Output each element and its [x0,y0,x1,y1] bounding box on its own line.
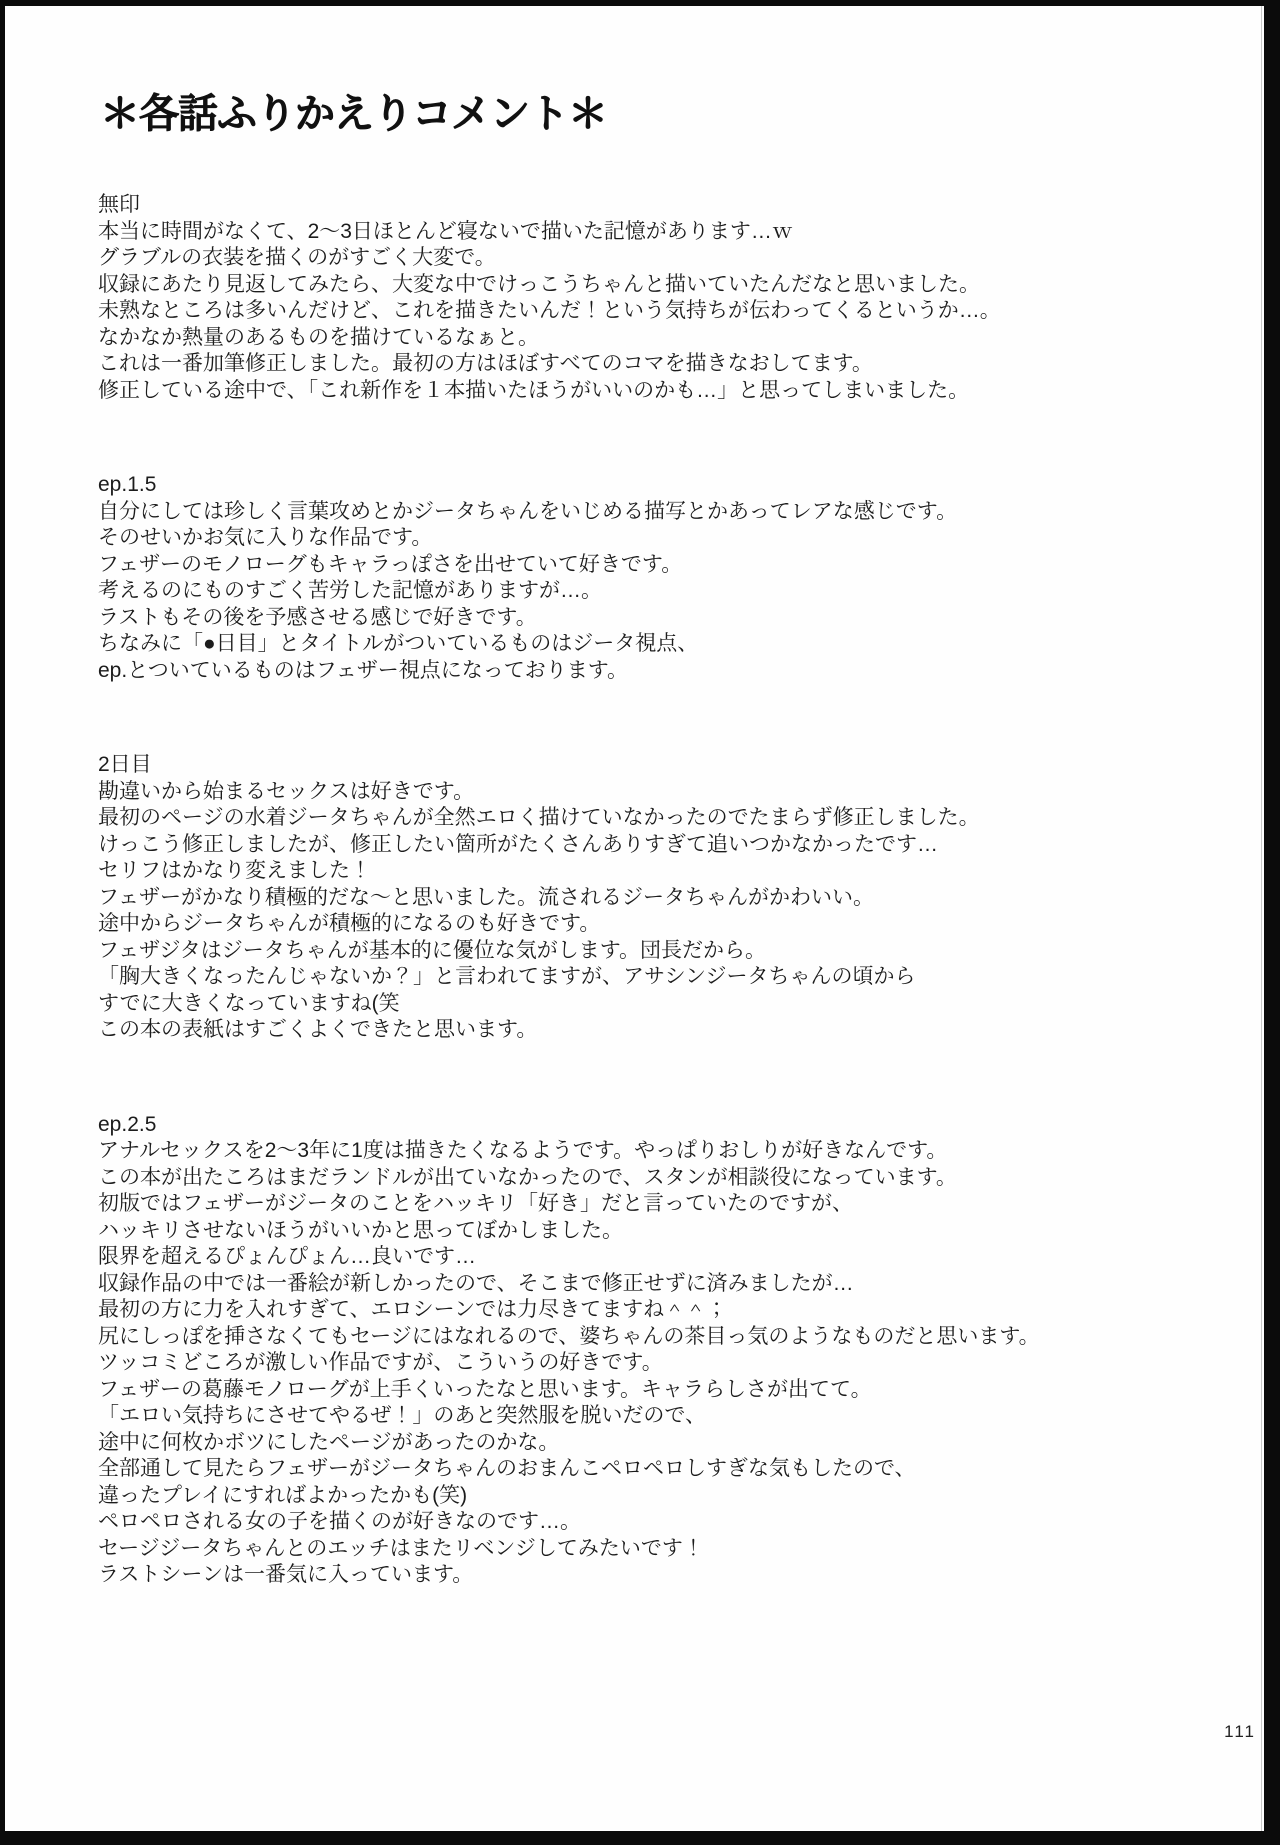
section-heading: 2日目 [98,753,152,776]
section-line: 限界を超えるぴょんぴょん…良いです… [98,1245,476,1268]
section-line: 尻にしっぽを挿さなくてもセージにはなれるので、婆ちゃんの茶目っ気のようなものだと思います。 [98,1324,1040,1348]
section-line: 本当に時間がなくて、2～3日ほとんど寝ないで描いた記憶があります…ｗ [98,219,793,243]
section-line: アナルセックスを2～3年に1度は描きたくなるようです。やっぱりおしりが好きなんです。 [98,1139,948,1162]
section-line: 最初のページの水着ジータちゃんが全然エロく描けていなかったのでたまらず修正しました。 [98,806,980,829]
section-heading: ep.1.5 [98,473,157,496]
section-line: フェザジタはジータちゃんが基本的に優位な気がします。団長だから。 [98,938,767,962]
section-line: ラストもその後を予感させる感じで好きです。 [98,605,537,629]
section-line: これは一番加筆修正しました。最初の方はほぼすべてのコマを描きなおしてます。 [98,352,873,375]
section-line: 収録にあたり見返してみたら、大変な中でけっこうちゃんと描いていたんだなと思いました。 [98,272,980,296]
section-line: ep.とついているものはフェザー視点になっております。 [98,658,629,682]
section-line: けっこう修正しましたが、修正したい箇所がたくさんありすぎて追いつかなかったです… [98,832,938,856]
section-line: 「胸大きくなったんじゃないか？」と言われてますが、アサシンジータちゃんの頃から [98,965,916,988]
section-line: セージジータちゃんとのエッチはまたリベンジしてみたいです！ [98,1536,704,1560]
comment-section [98,752,1224,1044]
section-line: すでに大きくなっていますね(笑 [98,991,400,1015]
comment-section [98,192,1224,404]
section-line: フェザーがかなり積極的だな～と思いました。流されるジータちゃんがかわいい。 [98,885,874,909]
section-line: 違ったプレイにすればよかったかも(笑) [98,1483,468,1507]
section-heading: 無印 [98,193,140,216]
section-line: この本の表紙はすごくよくできたと思います。 [98,1018,538,1041]
section-line: ちなみに「●日目」とタイトルがついているものはジータ視点、 [98,632,699,655]
section-line: グラブルの衣装を描くのがすごく大変で。 [98,246,496,269]
section-line: ツッコミどころが激しい作品ですが、こういうの好きです。 [98,1351,663,1374]
section-line: 収録作品の中では一番絵が新しかったので、そこまで修正せずに済みましたが… [98,1271,854,1295]
section-line: 修正している途中で、「これ新作を１本描いたほうがいいのかも…」と思ってしまいました。 [98,378,970,402]
section-line: 最初の方に力を入れすぎて、エロシーンでは力尽きてますね＾＾； [98,1298,728,1321]
section-line: 「エロい気持ちにさせてやるぜ！」のあと突然服を脱いだので、 [98,1404,706,1427]
section-line: ラストシーンは一番気に入っています。 [98,1563,474,1586]
section-line: 全部通して見たらフェザーがジータちゃんのおまんこペロペロしすぎな気もしたので、 [98,1457,916,1480]
section-line: 未熟なところは多いんだけど、これを描きたいんだ！という気持ちが伝わってくるというか…。 [98,299,1001,322]
section-line: 初版ではフェザーがジータのことをハッキリ「好き」だと言っていたのですが、 [98,1192,853,1215]
section-line: セリフはかなり変えました！ [98,859,371,882]
section-line: この本が出たころはまだランドルが出ていなかったので、スタンが相談役になっています。 [98,1165,957,1189]
page-title: ＊各話ふりかえりコメント＊ [100,92,607,136]
paper-surface [5,6,1264,1831]
section-line: 考えるのにものすごく苦労した記憶がありますが…。 [98,579,602,602]
section-line: ペロペロされる女の子を描くのが好きなのです…。 [98,1510,581,1533]
section-line: 途中からジータちゃんが積極的になるのも好きです。 [98,912,601,935]
section-line: フェザーのモノローグもキャラっぽさを出せていて好きです。 [98,552,683,576]
section-line: フェザーの葛藤モノローグが上手くいったなと思います。キャラらしさが出てて。 [98,1377,872,1401]
section-line: 勘違いから始まるセックスは好きです。 [98,779,475,803]
section-line: そのせいかお気に入りな作品です。 [98,526,433,549]
page-number: 111 [1224,1722,1256,1741]
section-line: ハッキリさせないほうがいいかと思ってぼかしました。 [98,1218,623,1242]
comment-sections [98,192,1224,1657]
section-line: 途中に何枚かボツにしたページがあったのかな。 [98,1430,560,1454]
section-line: なかなか熱量のあるものを描けているなぁと。 [98,325,539,349]
section-heading: ep.2.5 [98,1112,157,1136]
page-edge-shadow [1261,6,1262,1831]
section-line: 自分にしては珍しく言葉攻めとかジータちゃんをいじめる描写とかあってレアな感じです。 [98,499,958,523]
comment-section [98,472,1224,684]
comment-section [98,1112,1224,1589]
